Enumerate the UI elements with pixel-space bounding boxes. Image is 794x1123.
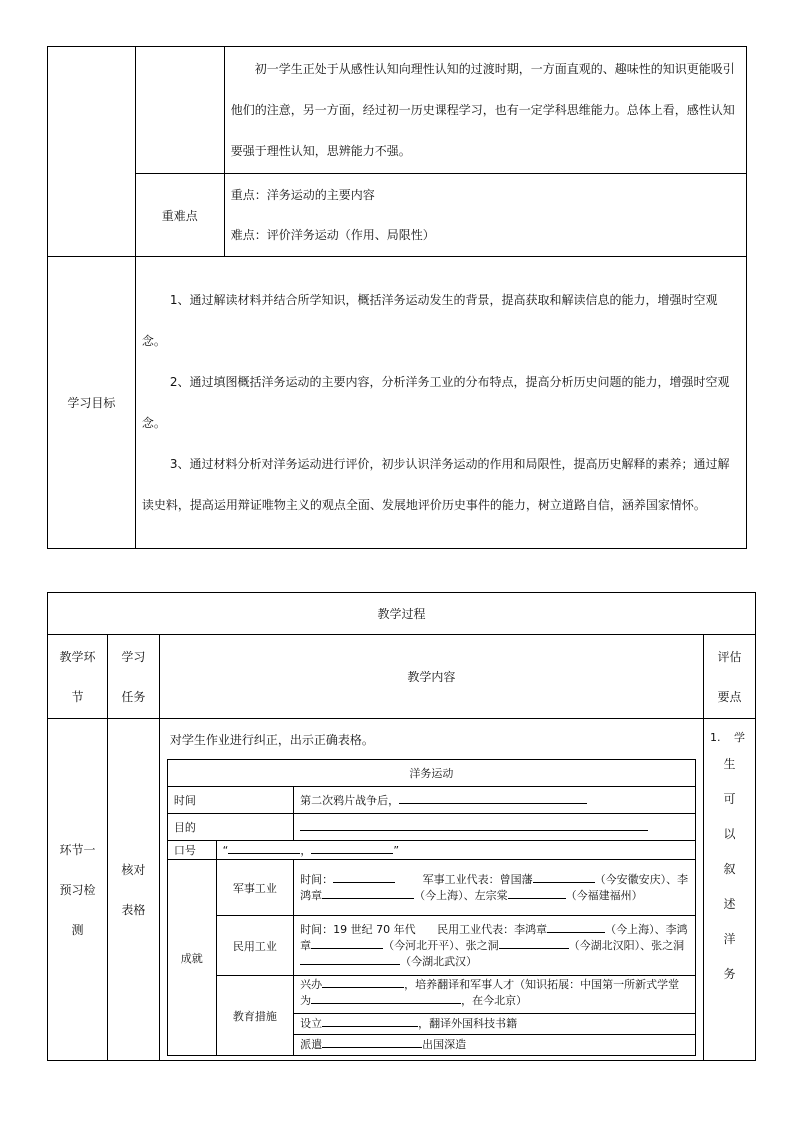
slogan-blank-1 (228, 843, 300, 854)
military-time: 时间： (300, 872, 334, 886)
military-label: 军事工业 (216, 860, 294, 916)
civil-loc1-blank (311, 938, 383, 949)
civil-loc3: （今湖北汉阳）、张之洞 (568, 938, 685, 952)
slogan-cell (216, 841, 695, 860)
edu-1b: ，培养翻译和军事人才（知识拓展：中国第一所新式学堂为 (300, 977, 680, 1007)
eval-char-7: 洋 (723, 932, 736, 946)
content-cell (159, 719, 703, 1061)
eval-char-4: 以 (723, 827, 736, 841)
time-blank (399, 793, 587, 804)
edu-3a: 派遣 (300, 1037, 323, 1051)
eval-char-5: 叙 (723, 862, 736, 876)
empty-cell-mid (135, 47, 224, 174)
edu-1-blank-2 (311, 993, 461, 1004)
civil-loc2-blank (499, 938, 569, 949)
eval-number: 1. (710, 731, 721, 744)
civil-time: 时间：19 世纪 70 年代 (300, 922, 416, 936)
phase-line2: 预习检 (59, 882, 96, 897)
eval-item-number (704, 729, 755, 747)
eval-char-6: 述 (723, 897, 736, 911)
time-value: 第二次鸦片战争后， (300, 794, 400, 807)
civil-loc1: （今上海）、李鸿章 (300, 922, 688, 952)
civil-loc3-blank (300, 954, 400, 965)
edu-3b: 出国深造 (422, 1037, 467, 1051)
civil-rep-blank (547, 922, 605, 933)
header-eval-line1: 评估 (717, 649, 742, 664)
civil-cell (294, 916, 696, 976)
eval-char-2: 生 (723, 757, 736, 771)
phase-line3: 测 (71, 922, 84, 937)
teaching-process-table (47, 592, 756, 1061)
edu-cell (294, 976, 696, 1056)
eval-char-1: 学 (734, 731, 746, 744)
header-task-line2: 任务 (121, 689, 146, 704)
key-point: 重点：洋务运动的主要内容 (230, 188, 375, 202)
edu-1a: 兴办 (300, 977, 323, 991)
key-points-cell (224, 174, 746, 257)
header-eval (704, 635, 756, 719)
purpose-cell (294, 814, 696, 841)
civil-rep: 民用工业代表：李鸿章 (437, 922, 548, 936)
slogan-open-quote: “ (222, 844, 229, 857)
edu-3-blank (322, 1037, 422, 1048)
student-analysis-cell (224, 47, 746, 174)
process-title: 教学过程 (48, 593, 756, 635)
military-time-blank (333, 872, 395, 883)
military-rep: 军事工业代表：曾国藩 (422, 872, 533, 886)
eval-char-3: 可 (723, 792, 736, 806)
header-task-line1: 学习 (121, 649, 146, 664)
goal-3: 3、通过材料分析对洋务运动进行评价，初步认识洋务运动的作用和局限性，提高历史解释的素养；通过解读史料，提高运用辩证唯物主义的观点全面、发展地评价历史事件的能力，树立道路自信，涵养国家情怀。 (141, 456, 730, 512)
edu-2b: ，翻译外国科技书籍 (418, 1016, 518, 1030)
header-eval-line2: 要点 (717, 689, 742, 704)
civil-loc2: （今河北开平）、张之洞 (383, 938, 499, 952)
inner-title: 洋务运动 (167, 760, 695, 787)
goal-2: 2、通过填图概括洋务运动的主要内容，分析洋务工业的分布特点，提高分析历史问题的能力，增强时空观念。 (141, 374, 730, 430)
edu-row-1 (294, 977, 695, 1014)
difficult-point: 难点：评价洋务运动（作用、局限性） (230, 228, 435, 242)
military-rep-blank (533, 872, 595, 883)
slogan-label: 口号 (167, 841, 216, 860)
empty-cell-left (48, 47, 136, 257)
edu-2a: 设立 (300, 1016, 323, 1030)
military-loc1: （今安徽安庆）、李鸿章 (300, 872, 689, 902)
achievement-label: 成就 (167, 860, 216, 1056)
eval-char-8: 务 (723, 967, 736, 981)
student-analysis-text: 初一学生正处于从感性认知向理性认知的过渡时期，一方面直观的、趣味性的知识更能吸引他们的注意，另一方面，经过初一历史课程学习，也有一定学科思维能力。总体上看，感性认知要强于理性认知，思辨能力不强。 (230, 61, 735, 158)
goal-1: 1、通过解读材料并结合所学知识，概括洋务运动发生的背景，提高获取和解读信息的能力，增强时空观念。 (141, 292, 718, 348)
phase-line1: 环节一 (59, 842, 96, 857)
edu-row-2 (294, 1014, 695, 1035)
task-line1: 核对 (121, 862, 146, 877)
civil-label: 民用工业 (216, 916, 294, 976)
header-phase-line2: 节 (71, 689, 84, 704)
task-line2: 表格 (121, 902, 146, 917)
yangwu-table (167, 759, 696, 1056)
analysis-table (47, 46, 747, 549)
military-loc2: （今上海）、左宗棠 (414, 888, 508, 902)
purpose-label: 目的 (167, 814, 293, 841)
edu-2-blank (322, 1016, 418, 1027)
task-cell (107, 719, 159, 1061)
edu-1-blank-1 (322, 977, 404, 988)
header-task (107, 635, 159, 719)
military-cell (294, 860, 696, 916)
header-content: 教学内容 (159, 635, 703, 719)
edu-row-3 (294, 1035, 695, 1055)
header-phase-line1: 教学环 (59, 649, 96, 664)
header-phase (48, 635, 108, 719)
military-loc3: （今福建福州） (565, 888, 643, 902)
edu-label: 教育措施 (216, 976, 294, 1056)
military-loc1-blank (322, 888, 414, 899)
purpose-blank (300, 820, 648, 831)
civil-loc4: （今湖北武汉） (400, 954, 478, 968)
phase-cell (48, 719, 108, 1061)
slogan-blank-2 (311, 843, 393, 854)
goals-label: 学习目标 (48, 257, 136, 549)
content-intro: 对学生作业进行纠正，出示正确表格。 (169, 733, 374, 747)
military-loc2-blank (508, 888, 566, 899)
eval-cell (704, 719, 756, 1061)
goals-cell (135, 257, 746, 549)
slogan-close-quote: ” (393, 844, 400, 857)
key-label: 重难点 (135, 174, 224, 257)
edu-1c: ，在今北京） (461, 993, 528, 1007)
time-value-cell (294, 787, 696, 814)
slogan-comma: ， (300, 844, 312, 857)
time-label: 时间 (167, 787, 293, 814)
